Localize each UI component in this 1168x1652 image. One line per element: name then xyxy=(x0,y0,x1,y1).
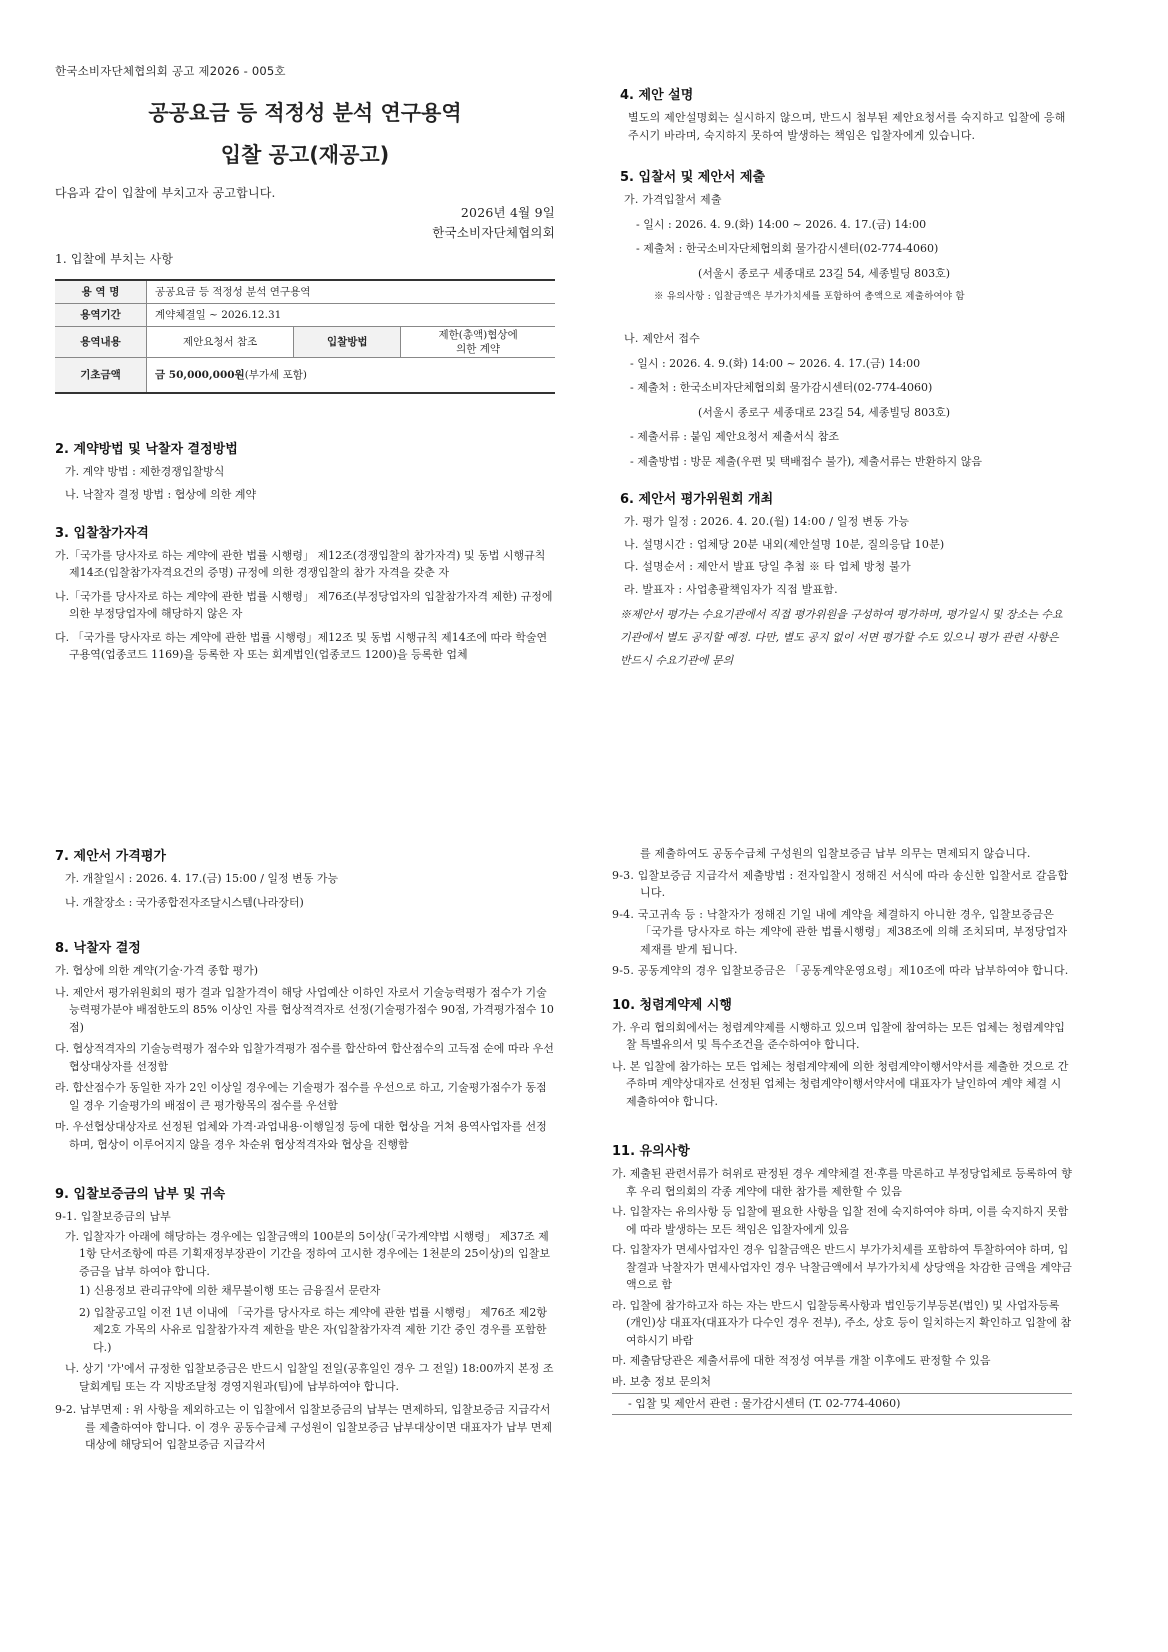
list-item: 1) 신용정보 관리규약에 의한 채무불이행 또는 금융질서 문란자 xyxy=(79,1284,381,1297)
contact-box xyxy=(612,1393,1072,1415)
section10-heading: 10. 청렴계약제 시행 xyxy=(612,997,732,1013)
list-item: 라. 입찰에 참가하고자 하는 자는 반드시 입찰등록사항과 법인등기부등본(법인) 및 사업자등록(개인)상 대표자(대표자가 다수인 경우 전부), 주소, 상호 등이 일치하는지 확인하고 입찰에 참여하시기 바람 xyxy=(612,1298,1072,1347)
list-item: 나. 제안서 접수 xyxy=(624,332,701,345)
list-item: 가. 개찰일시 : 2026. 4. 17.(금) 15:00 / 일정 변동 가능 xyxy=(65,872,339,885)
bid-info-table xyxy=(55,279,555,394)
table-row xyxy=(55,326,555,357)
list-item: 2) 입찰공고일 이전 1년 이내에 「국가를 당사자로 하는 계약에 관한 법률 시행령」 제76조 제2항 제2호 가목의 사유로 입찰참가자격 제한을 받은 자(입찰참가자격 제한 기간 중인 경우를 포함한다.) xyxy=(79,1305,548,1354)
table-value: 계약체결일 ~ 2026.12.31 xyxy=(147,303,556,326)
list-item: 9-1. 입찰보증금의 납부 xyxy=(55,1210,172,1223)
list-item: 나. 개찰장소 : 국가종합전자조달시스템(나라장터) xyxy=(65,895,304,909)
bid-method-line2: 의한 계약 xyxy=(456,342,501,355)
table-row xyxy=(55,357,555,393)
list-item: - 제출처 : 한국소비자단체협의회 물가감시센터(02-774-4060) xyxy=(630,381,933,394)
section4-text: 별도의 제안설명회는 실시하지 않으며, 반드시 첨부된 제안요청서를 숙지하고 입찰에 응해주시기 바라며, 숙지하지 못하여 발생하는 책임은 입찰자에게 있습니다. xyxy=(628,111,1066,142)
list-item: 나. 입찰자는 유의사항 등 입찰에 필요한 사항을 입찰 전에 숙지하여야 하며, 이를 숙지하지 못함에 따라 발생하는 모든 책임은 입찰자에게 있음 xyxy=(612,1205,1069,1236)
list-item: 가. 평가 일정 : 2026. 4. 20.(월) 14:00 / 일정 변동 가능 xyxy=(624,515,910,528)
table-label: 용역기간 xyxy=(55,303,147,326)
title-line1: 공공요금 등 적정성 분석 연구용역 xyxy=(148,100,462,125)
section11-heading: 11. 유의사항 xyxy=(612,1144,690,1159)
continued-text: 를 제출하여도 공동수급체 구성원의 입찰보증금 납부 의무는 면제되지 않습니다. xyxy=(640,847,1031,860)
base-amount: 금 50,000,000원 xyxy=(155,369,245,381)
list-item: 마. 제출담당관은 제출서류에 대한 적정성 여부를 개찰 이후에도 판정할 수 있음 xyxy=(612,1354,991,1367)
list-item: - 제출방법 : 방문 제출(우편 및 택배접수 불가), 제출서류는 반환하지 않음 xyxy=(630,454,982,468)
bottom-left-column xyxy=(55,845,555,1460)
list-item: 9-4. 국고귀속 등 : 낙찰자가 정해진 기일 내에 계약을 체결하지 아니한 경우, 입찰보증금은「국가를 당사자로 하는 계약에 관한 법률시행령」제38조에 의해 조치되며, 부정당업자 제재를 받게 됩니다. xyxy=(612,907,1068,956)
section4-heading: 4. 제안 설명 xyxy=(620,88,694,103)
notice-number: 한국소비자단체협의회 공고 제2026 - 005호 xyxy=(55,64,286,78)
table-label: 용 역 명 xyxy=(55,280,147,304)
section5-heading: 5. 입찰서 및 제안서 제출 xyxy=(620,170,766,185)
price-bid-note: ※ 유의사항 : 입찰금액은 부가가치세를 포함하여 총액으로 제출하여야 함 xyxy=(654,291,965,302)
list-item: 가. 협상에 의한 계약(기술·가격 종합 평가) xyxy=(55,964,259,977)
bid-method-line1: 제한(총액)협상에 xyxy=(438,328,518,341)
list-item: 가. 제출된 관련서류가 허위로 판정된 경우 계약체결 전·후를 막론하고 부정당업체로 등록하여 향후 우리 협의회의 각종 계약에 대한 참가를 제한할 수 있음 xyxy=(612,1167,1072,1198)
list-item: 가. 가격입찰서 제출 xyxy=(624,193,722,206)
top-right-column xyxy=(620,84,1072,672)
list-item: 라. 발표자 : 사업총괄책임자가 직접 발표함. xyxy=(624,582,838,596)
list-item: - 제출처 : 한국소비자단체협의회 물가감시센터(02-774-4060) xyxy=(636,242,939,255)
list-item: - 제출서류 : 붙임 제안요청서 제출서식 참조 xyxy=(630,430,840,443)
table-value xyxy=(401,326,555,357)
section7-heading: 7. 제안서 가격평가 xyxy=(55,849,166,864)
section9-heading: 9. 입찰보증금의 납부 및 귀속 xyxy=(55,1187,226,1202)
intro-text: 다음과 같이 입찰에 부치고자 공고합니다. xyxy=(55,185,276,200)
list-item: 가.「국가를 당사자로 하는 계약에 관한 법률 시행령」 제12조(경쟁입찰의 참가자격) 및 동법 시행규칙 제14조(입찰참가자격요건의 증명) 규정에 의한 경쟁입찰의 참가 자격을 갖춘 자 xyxy=(55,548,546,579)
list-item: 나. 낙찰자 결정 방법 : 협상에 의한 계약 xyxy=(65,488,257,501)
list-item: 바. 보충 정보 문의처 xyxy=(612,1374,711,1388)
section3-heading: 3. 입찰참가자격 xyxy=(55,525,149,541)
list-item: 나. 본 입찰에 참가하는 모든 업체는 청렴계약제에 의한 청렴계약이행서약서를 제출한 것으로 간주하며 계약상대자로 선정된 업체는 청렴계약이행서약서에 대표자가 날인하여 계약 체결 시 제출하여야 합니다. xyxy=(612,1059,1069,1108)
list-item: 9-2. 납부면제 : 위 사항을 제외하고는 이 입찰에서 입찰보증금의 납부는 면제하되, 입찰보증금 지급각서를 제출하여야 합니다. 이 경우 공동수급체 구성원이 입찰보증금 납부대상이면 대표자가 납부 면제 대상에 해당되어 입찰보증금 지급각서 xyxy=(55,1403,552,1451)
list-item: - 일시 : 2026. 4. 9.(화) 14:00 ~ 2026. 4. 17.(금) 14:00 xyxy=(636,217,927,231)
table-row xyxy=(55,280,555,304)
list-item: 나. 설명시간 : 업체당 20분 내외(제안설명 10분, 질의응답 10분) xyxy=(624,537,945,551)
list-item: 다. 협상적격자의 기술능력평가 점수와 입찰가격평가 점수를 합산하여 합산점수의 고득점 순에 따라 우선협상대상자를 선정함 xyxy=(55,1042,554,1073)
title-line2: 입찰 공고(재공고) xyxy=(220,142,390,167)
table-value: 제안요청서 참조 xyxy=(147,326,294,357)
base-amount-note: (부가세 포함) xyxy=(244,369,307,381)
evaluation-note: ※제안서 평가는 수요기관에서 직접 평가위원을 구성하여 평가하며, 평가일시 및 장소는 수요기관에서 별도 공지할 예정. 다만, 별도 공지 없이 서면 평가할 수도 있으니 평가 관련 사항은 반드시 수요기관에 문의 xyxy=(620,608,1063,667)
issuing-org: 한국소비자단체협의회 xyxy=(432,224,555,240)
list-item: 나. 제안서 평가위원회의 평가 결과 입찰가격이 해당 사업예산 이하인 자로서 기술능력평가 점수가 기술능력평가분야 배점한도의 85% 이상인 자를 협상적격자로 선정(기술평가점수 90점, 가격평가점수 10점) xyxy=(55,985,554,1034)
section1-heading: 1. 입찰에 부치는 사항 xyxy=(55,252,174,266)
list-item: 라. 합산점수가 동일한 자가 2인 이상일 경우에는 기술평가 점수를 우선으로 하고, 기술평가점수가 동점일 경우 기술평가의 배점이 큰 평가항목의 점수를 우선함 xyxy=(55,1081,547,1112)
list-item: - 일시 : 2026. 4. 9.(화) 14:00 ~ 2026. 4. 17.(금) 14:00 xyxy=(630,356,921,370)
list-item: 나.「국가를 당사자로 하는 계약에 관한 법률 시행령」 제76조(부정당업자의 입찰참가자격 제한) 규정에 의한 부정당업자에 해당하지 않은 자 xyxy=(55,589,553,620)
table-row xyxy=(55,303,555,326)
bottom-right-column xyxy=(612,845,1072,1415)
section2-heading: 2. 계약방법 및 낙찰자 결정방법 xyxy=(55,441,238,457)
list-item: 다. 설명순서 : 제안서 발표 당일 추첨 ※ 타 업체 방청 불가 xyxy=(624,560,911,573)
list-item: 가. 입찰자가 아래에 해당하는 경우에는 입찰금액의 100분의 5이상(「국가계약법 시행령」 제37조 제1항 단서조항에 따른 기획재정부장관이 기간을 정하여 고시한 경우에는 1천분의 25이상)의 입찰보증금을 납부 하여야 합니다. xyxy=(65,1229,551,1278)
top-left-column xyxy=(55,63,555,670)
table-label: 용역내용 xyxy=(55,326,147,357)
list-item: 9-3. 입찰보증금 지급각서 제출방법 : 전자입찰시 정해진 서식에 따라 송신한 입찰서로 갈음합니다. xyxy=(612,868,1069,899)
table-value xyxy=(147,357,556,393)
list-item: 다. 「국가를 당사자로 하는 계약에 관한 법률 시행령」제12조 및 동법 시행규칙 제14조에 따라 학술연구용역(업종코드 1169)을 등록한 자 또는 회계법인(업종코드 1200)을 등록한 업체 xyxy=(55,630,548,661)
notice-date: 2026년 4월 9일 xyxy=(460,205,555,220)
table-label: 기초금액 xyxy=(55,357,147,393)
list-item: 가. 우리 협의회에서는 청렴계약제를 시행하고 있으며 입찰에 참여하는 모든 업체는 청렴계약입찰 특별유의서 및 특수조건을 준수하여야 합니다. xyxy=(612,1020,1065,1051)
list-item: 나. 상기 '가'에서 규정한 입찰보증금은 반드시 입찰일 전일(공휴일인 경우 그 전일) 18:00까지 본정 조달회계팀 또는 각 지방조달청 경영지원과(팀)에 납부하여야 합니다. xyxy=(65,1362,554,1393)
list-item: 9-5. 공동계약의 경우 입찰보증금은 「공동계약운영요령」제10조에 따라 납부하여야 합니다. xyxy=(612,964,1069,977)
contact-text: - 입찰 및 제안서 관련 : 물가감시센터 (T. 02-774-4060) xyxy=(628,1397,901,1410)
section8-heading: 8. 낙찰자 결정 xyxy=(55,941,141,956)
list-item: 가. 계약 방법 : 제한경쟁입찰방식 xyxy=(65,464,225,478)
section6-heading: 6. 제안서 평가위원회 개최 xyxy=(620,492,774,507)
address-text: (서울시 종로구 세종대로 23길 54, 세종빌딩 803호) xyxy=(698,266,951,280)
list-item: 다. 입찰자가 면세사업자인 경우 입찰금액은 반드시 부가가치세를 포함하여 투찰하여야 하며, 입찰결과 낙찰자가 면세사업자인 경우 낙찰금액에서 부가가치세 상당액을 차감한 금액을 계약금액으로 함 xyxy=(612,1243,1072,1291)
address-text: (서울시 종로구 세종대로 23길 54, 세종빌딩 803호) xyxy=(698,405,951,419)
table-value: 공공요금 등 적정성 분석 연구용역 xyxy=(147,280,556,304)
list-item: 마. 우선협상대상자로 선정된 업체와 가격·과업내용·이행일정 등에 대한 협상을 거쳐 용역사업자를 선정하며, 협상이 이루어지지 않을 경우 차순위 협상적격자와 협상을 진행함 xyxy=(55,1120,547,1151)
table-label: 입찰방법 xyxy=(294,326,401,357)
